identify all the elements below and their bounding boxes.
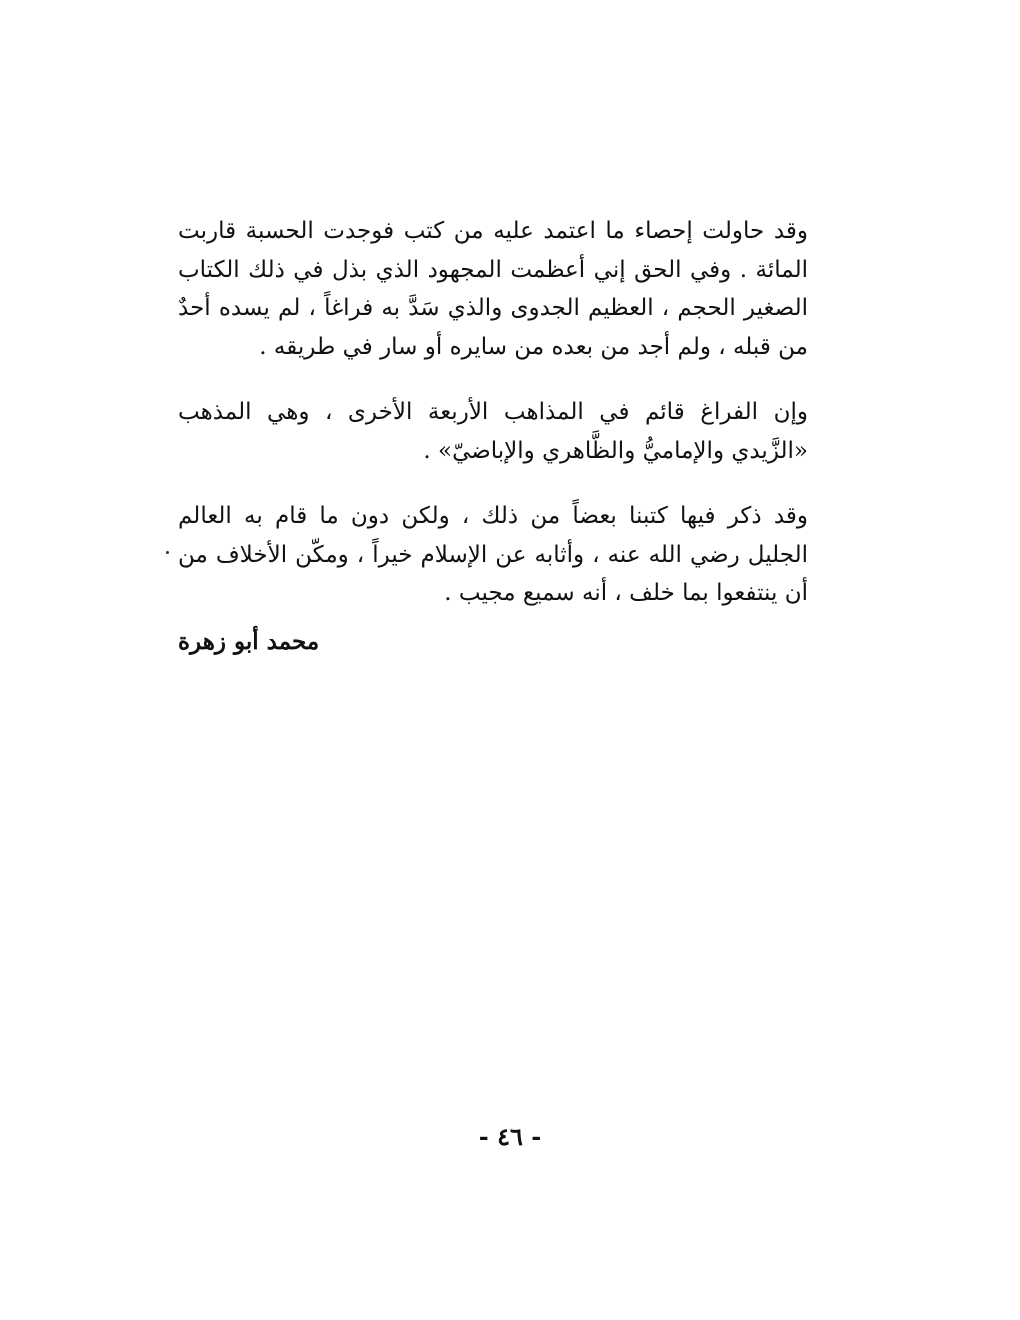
author-signature: محمد أبو زهرة: [178, 628, 320, 655]
stray-dot-mark: [166, 551, 169, 554]
body-text: [178, 212, 808, 613]
paragraph-3: وقد ذكر فيها كتبنا بعضاً من ذلك ، ولكن دون ما قام به العالم الجليل رضي الله عنه ، وأثابه عن الإسلام خيراً ، ومكّن الأخلاف من أن ينتفعوا بما خلف ، أنه سميع مجيب .: [178, 503, 808, 606]
page-number: - ٤٦ -: [478, 1122, 542, 1151]
paragraph-1: وقد حاولت إحصاء ما اعتمد عليه من كتب فوجدت الحسبة قاربت المائة . وفي الحق إني أعظمت المجهود الذي بذل في ذلك الكتاب الصغير الحجم ، العظيم الجدوى والذي سَدَّ به فراغاً ، لم يسده أحدٌ من قبله ، ولم أجد من بعده من سايره أو سار في طريقه .: [178, 218, 808, 360]
paragraph-2: وإن الفراغ قائم في المذاهب الأربعة الأخرى ، وهي المذهب «الزَّيدي والإماميُّ والظَّاهري والإباضيّ» .: [178, 399, 808, 464]
